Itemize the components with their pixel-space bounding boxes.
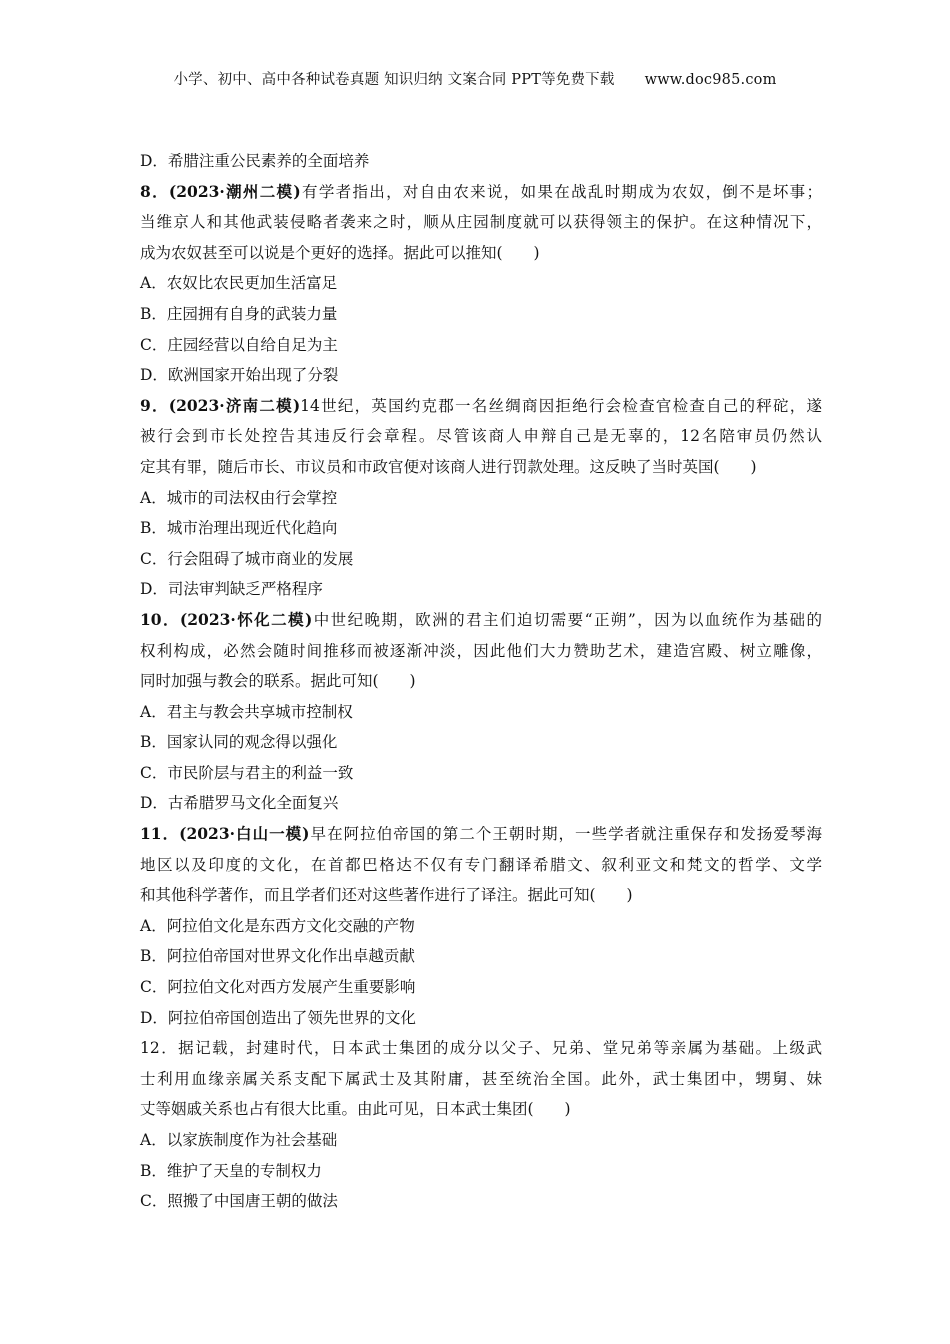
q9-option-d: D．司法审判缺乏严格程序 — [140, 580, 323, 599]
q9-stem-line-2: 被行会到市长处控告其违反行会章程。尽管该商人申辩自己是无辜的，12名陪审员仍然认 — [140, 427, 822, 446]
q8-stem-line-2: 当维京人和其他武装侵略者袭来之时，顺从庄园制度就可以获得领主的保护。在这种情况下， — [140, 213, 822, 232]
q8-source: 8．(2023·潮州二模) — [140, 181, 301, 201]
q11-source: 11．(2023·白山一模) — [140, 824, 310, 844]
q8-text-1: 有学者指出，对自由农来说，如果在战乱时期成为农奴，倒不是坏事； — [300, 182, 822, 201]
q11-option-c: C．阿拉伯文化对西方发展产生重要影响 — [140, 978, 416, 997]
q10-stem-line-3: 同时加强与教会的联系。据此可知( ) — [140, 672, 416, 691]
q11-stem-line-1 — [140, 819, 822, 850]
q9-option-b: B．城市治理出现近代化趋向 — [140, 519, 338, 538]
q12-stem-line-1: 12．据记载，封建时代，日本武士集团的成分以父子、兄弟、堂兄弟等亲属为基础。上级武 — [140, 1039, 822, 1058]
q10-source: 10．(2023·怀化二模) — [140, 609, 313, 629]
q8-stem-line-1 — [140, 177, 822, 208]
q8-option-b: B．庄园拥有自身的武装力量 — [140, 304, 338, 323]
q9-text-1: 14世纪，英国约克郡一名丝绸商因拒绝行会检查官检查自己的秤砣，遂 — [300, 396, 822, 415]
q8-option-a: A．农奴比农民更加生活富足 — [140, 274, 338, 293]
q10-option-c: C．市民阶层与君主的利益一致 — [140, 763, 354, 782]
page-header — [0, 68, 950, 89]
header-title: 小学、初中、高中各种试卷真题 知识归纳 文案合同 PPT等免费下载 — [173, 72, 615, 88]
q9-stem-line-1 — [140, 391, 822, 422]
q10-option-d: D．古希腊罗马文化全面复兴 — [140, 794, 339, 813]
q12-option-a: A．以家族制度作为社会基础 — [140, 1131, 338, 1149]
q9-option-a: A．城市的司法权由行会掌控 — [140, 488, 338, 507]
q9-option-c: C．行会阻碍了城市商业的发展 — [140, 549, 354, 568]
q11-option-b: B．阿拉伯帝国对世界文化作出卓越贡献 — [140, 947, 415, 966]
q11-text-1: 早在阿拉伯帝国的第二个王朝时期，一些学者就注重保存和发扬爱琴海 — [309, 825, 822, 844]
q9-stem-line-3: 定其有罪，随后市长、市议员和市政官便对该商人进行罚款处理。这反映了当时英国( ) — [140, 457, 757, 476]
q10-option-b: B．国家认同的观念得以强化 — [140, 733, 338, 752]
q9-source: 9．(2023·济南二模) — [140, 395, 301, 415]
question-content — [140, 146, 822, 1217]
q8-stem-line-3: 成为农奴甚至可以说是个更好的选择。据此可以推知( ) — [140, 243, 540, 262]
q12-stem-line-2: 士利用血缘亲属关系支配下属武士及其附庸，甚至统治全国。此外，武士集团中，甥舅、妹 — [140, 1069, 822, 1088]
q12-option-b: B．维护了天皇的专制权力 — [140, 1161, 322, 1180]
q10-stem-line-1 — [140, 605, 822, 636]
q12-stem-line-3: 丈等姻戚关系也占有很大比重。由此可见，日本武士集团( ) — [140, 1100, 571, 1119]
q8-option-c: C．庄园经营以自给自足为主 — [140, 335, 338, 354]
q11-option-d: D．阿拉伯帝国创造出了领先世界的文化 — [140, 1008, 416, 1027]
q10-option-a: A．君主与教会共享城市控制权 — [140, 702, 353, 721]
q11-stem-line-2: 地区以及印度的文化，在首都巴格达不仅有专门翻译希腊文、叙利亚文和梵文的哲学、文学 — [140, 855, 822, 874]
q8-option-d: D．欧洲国家开始出现了分裂 — [140, 366, 339, 385]
q10-stem-line-2: 权利构成，必然会随时间推移而被逐渐冲淡，因此他们大力赞助艺术，建造宫殿、树立雕像， — [140, 641, 822, 660]
q10-text-1: 中世纪晚期，欧洲的君主们迫切需要“正朔”，因为以血统作为基础的 — [312, 610, 822, 629]
q7-option-d: D．希腊注重公民素养的全面培养 — [140, 152, 370, 170]
q11-option-a: A．阿拉伯文化是东西方文化交融的产物 — [140, 916, 415, 935]
q12-option-c: C．照搬了中国唐王朝的做法 — [140, 1192, 338, 1211]
header-site-link[interactable]: www.doc985.com — [644, 72, 777, 88]
q11-stem-line-3: 和其他科学著作，而且学者们还对这些著作进行了译注。据此可知( ) — [140, 886, 633, 905]
